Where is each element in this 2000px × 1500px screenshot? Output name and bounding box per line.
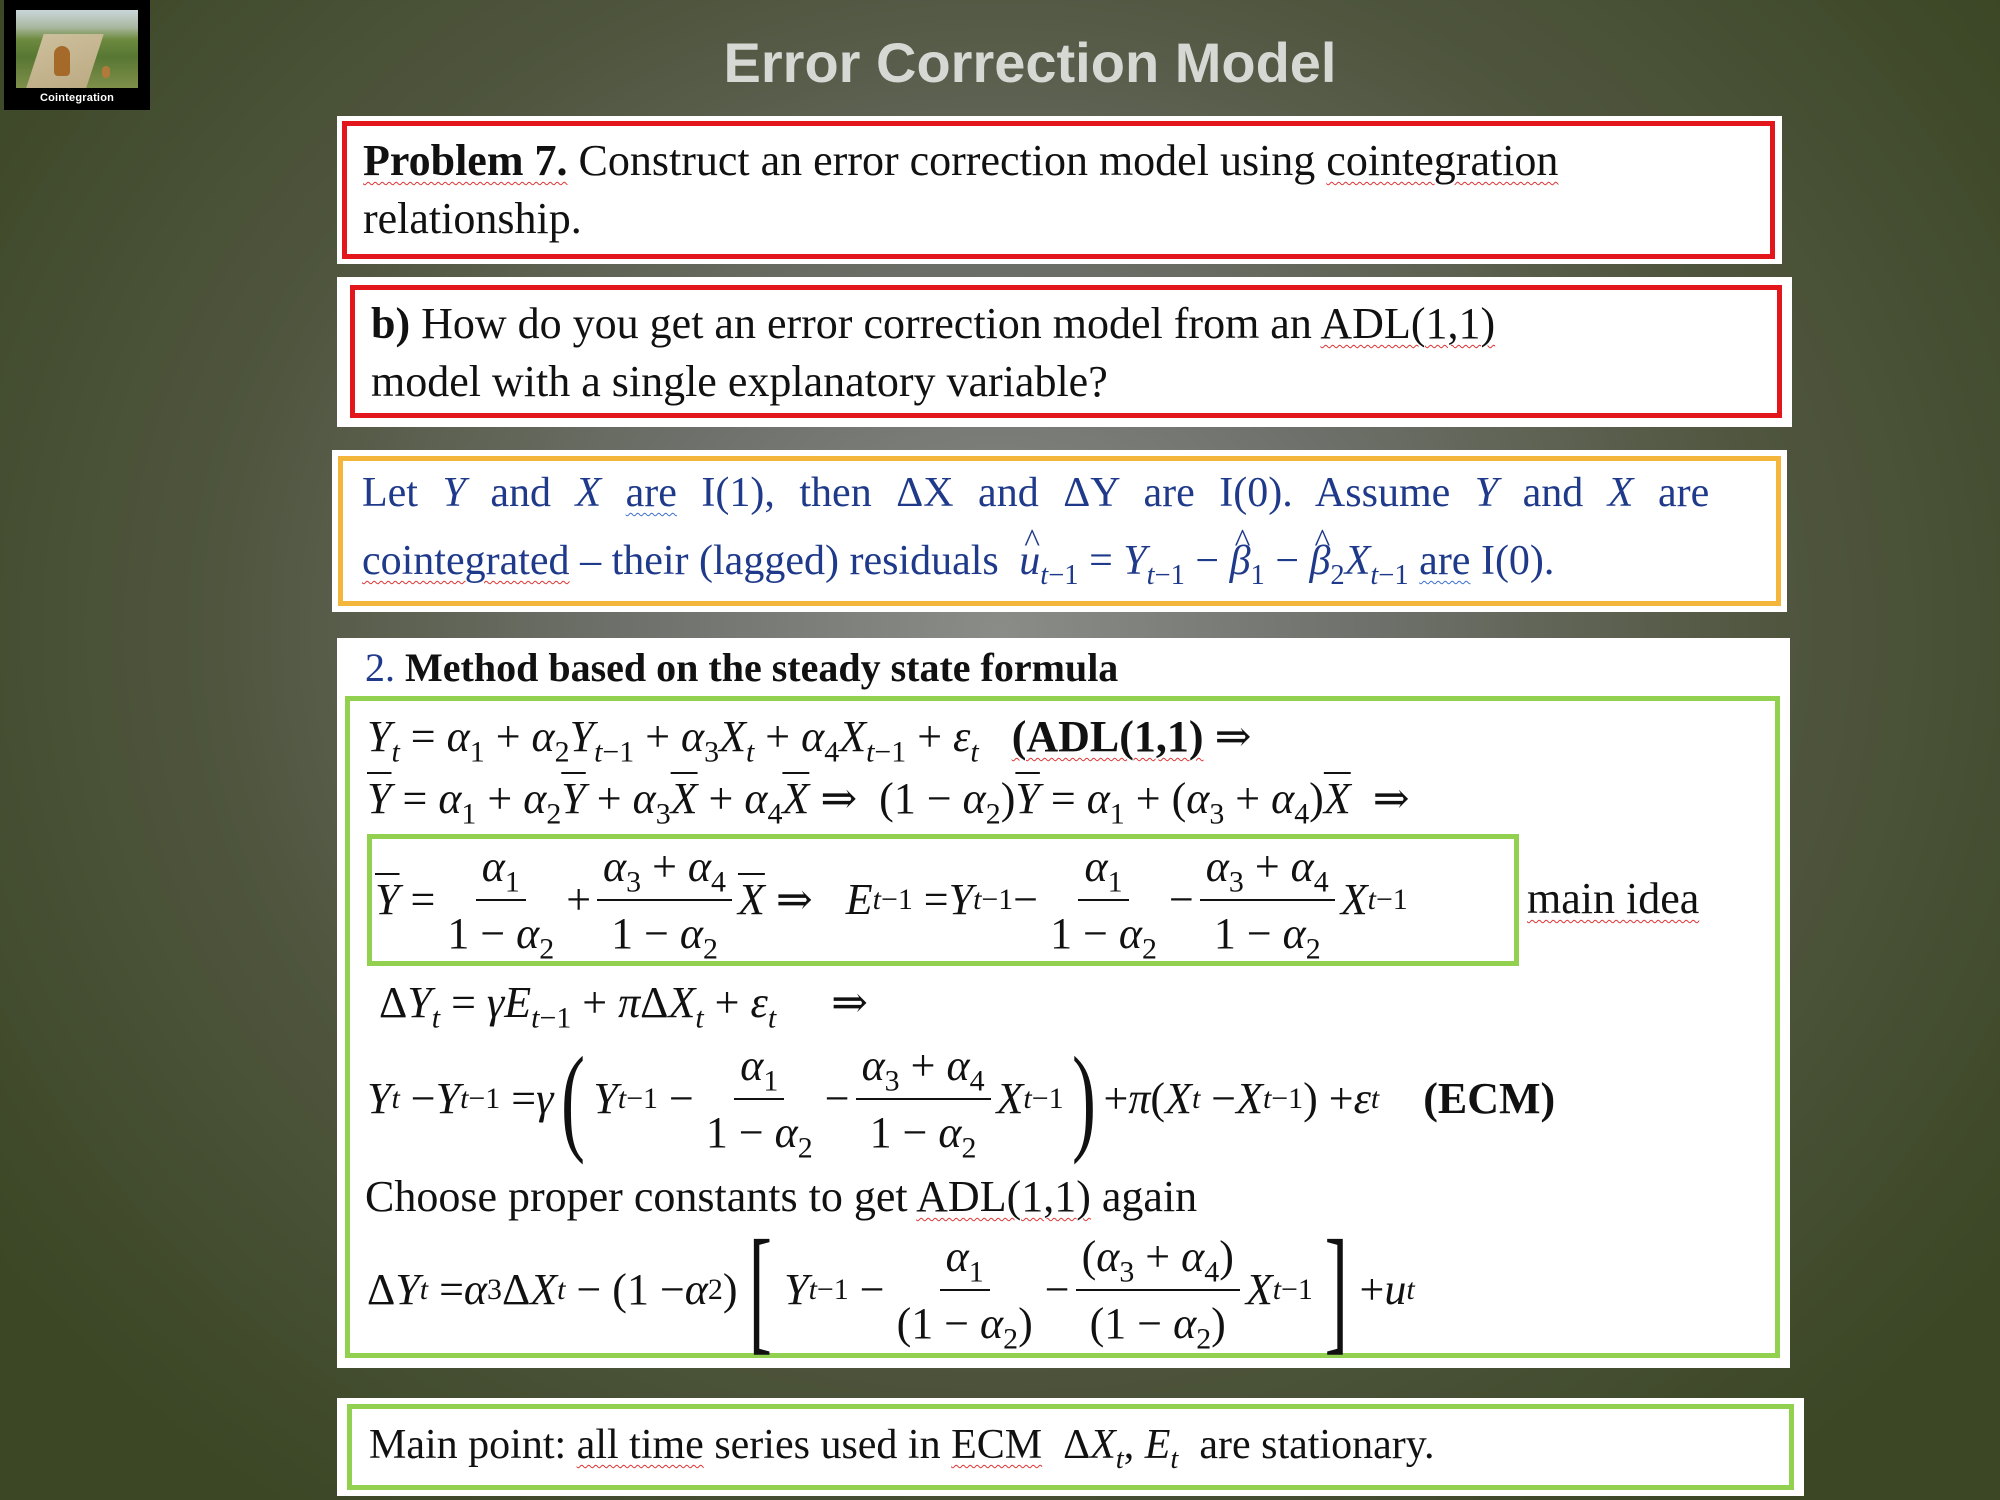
main-point-line xyxy=(369,1418,1435,1473)
method-heading-text: Method based on the steady state formula xyxy=(405,645,1119,690)
problem-word-cointegration: cointegration xyxy=(1326,136,1559,185)
final-adl-equation: Δ Y t = α 3 Δ X t − (1 − α 2 ) [ Y t−1 − $\frac{\alpha_1}{(1 - \alpha_2)}$ − $\frac{(\alpha_3 + \alpha_4)}{(1 - \alpha_2)}$ X t−1 ] + u t xyxy=(367,1212,1415,1367)
question-b-adl: ADL(1,1) xyxy=(1320,299,1496,348)
residual-formula: ^ $u_{t-1} = Y_{t-1}$ − ^ $\beta_1$ − ^ $\beta_2X_{t-1}$ xyxy=(1019,538,1408,584)
steady-state-equation: $\overline{Y} = \alpha_1 + \alpha_2\overline{Y} + \alpha_3\overline{X} + \alpha_4\overline{X}$ ⇒ $(1 - \alpha_2)\overline{Y} = \alpha_1 + (\alpha_3 + \alpha_4)\overline{X}$ ⇒ xyxy=(367,774,1410,831)
ecm-full-equation: Y t − Y t−1 = γ ( Y t−1 − $\frac{\alpha_1}{1 - \alpha_2}$ − $\frac{\alpha_3 + \alpha_4}{1 - \alpha_2}$ X t−1 ) + π ( X t − X t−1 ) + ε t (ECM) xyxy=(367,1032,1556,1165)
question-b-text-1: How do you get an error correction model from an xyxy=(421,299,1312,348)
residuals-text: – their (lagged) residuals xyxy=(580,538,999,584)
slide-title: Error Correction Model xyxy=(723,31,1337,94)
ecm-short-equation: $\Delta Y_t = \gamma E_{t-1} + \pi\Delta X_t + \varepsilon_t$ ⇒ xyxy=(379,978,869,1035)
delta-y: ΔY xyxy=(1063,470,1119,516)
var-y: Y xyxy=(442,470,466,516)
problem-text-2: relationship. xyxy=(363,194,582,243)
word-assume: Assume xyxy=(1314,470,1451,516)
assumption-line-1 xyxy=(362,466,1709,521)
choose-text-b: again xyxy=(1101,1172,1198,1221)
main-idea-label xyxy=(1527,870,1699,927)
word-then: then xyxy=(799,470,872,516)
frac-a34: $\frac{\alpha_3 + \alpha_4}{1 - \alpha_2}$ xyxy=(597,838,732,962)
implies-arrow-1: ⇒ xyxy=(1214,712,1252,761)
word-and-2: and xyxy=(978,470,1039,516)
main-point-text-c: series used in xyxy=(714,1422,941,1468)
word-are-4: are xyxy=(1419,538,1471,584)
integration-order-1: I(1), xyxy=(701,470,775,516)
var-x: X xyxy=(575,470,602,516)
word-let: Let xyxy=(362,470,418,516)
word-and: and xyxy=(490,470,551,516)
main-point-all-time: all time xyxy=(576,1422,704,1468)
adl-equation: $Y_t = \alpha_1 + \alpha_2Y_{t-1} + \alpha_3X_t + \alpha_4X_{t-1} + \varepsilon_t$ (ADL(1,1) ⇒ xyxy=(367,712,1252,769)
assumption-panel xyxy=(332,450,1787,612)
problem-panel xyxy=(337,116,1782,264)
word-cointegrated: cointegrated xyxy=(362,538,570,584)
var-y-2: Y xyxy=(1474,470,1499,516)
main-point-panel xyxy=(337,1398,1804,1496)
choose-adl: ADL(1,1) xyxy=(916,1172,1091,1221)
choose-text-a: Choose proper constants to get xyxy=(365,1172,908,1221)
frac-ecm-a34: $\frac{\alpha_3 + \alpha_4}{1 - \alpha_2}$ xyxy=(856,1037,991,1161)
word-are-2: are xyxy=(1143,470,1195,516)
question-b-line-1 xyxy=(371,295,1495,352)
frac-a1-b: $\frac{\alpha_1}{1 - \alpha_2}$ xyxy=(1044,838,1163,962)
delta-x: ΔX xyxy=(896,470,954,516)
integration-order-0-2: I(0). xyxy=(1480,538,1555,584)
thumbnail-caption: Cointegration xyxy=(39,92,115,104)
ecm-tag: (ECM) xyxy=(1423,1074,1556,1124)
problem-line-2 xyxy=(363,190,582,247)
frac-a34-b: $\frac{\alpha_3 + \alpha_4}{1 - \alpha_2}$ xyxy=(1200,838,1335,962)
adl-tag: (ADL(1,1) xyxy=(1011,712,1204,761)
main-point-series: $\Delta X_t$, $E_t$ xyxy=(1052,1422,1179,1475)
main-point-ecm: ECM xyxy=(951,1422,1043,1468)
main-idea-equation: $\overline{Y}$ = $\frac{\alpha_1}{1 - \alpha_2}$ + $\frac{\alpha_3 + \alpha_4}{1 - \alpha_2}$ $\overline{X}$ ⇒ E t−1 = Y t−1 − $\frac{\alpha_1}{1 - \alpha_2}$ − $\frac{\alpha_3 + \alpha_4}{1 - \alpha_2}$ X t−1 xyxy=(375,838,1408,962)
word-and-3: and xyxy=(1522,470,1584,516)
question-b-label: b) xyxy=(371,299,411,348)
question-b-line-2 xyxy=(371,353,1108,410)
question-b-panel xyxy=(337,277,1792,427)
choose-constants-line xyxy=(365,1168,1197,1225)
problem-line-1 xyxy=(363,132,1558,189)
word-are: are xyxy=(625,470,677,516)
problem-text-1: Construct an error correction model using xyxy=(578,136,1316,185)
main-point-text-d: are stationary. xyxy=(1199,1422,1435,1468)
frac-final-a1: $\frac{\alpha_1}{(1 - \alpha_2)}$ xyxy=(891,1228,1039,1352)
word-are-3: are xyxy=(1657,470,1710,516)
frac-ecm-a1: $\frac{\alpha_1}{1 - \alpha_2}$ xyxy=(700,1037,819,1161)
assumption-line-2 xyxy=(362,534,1554,589)
integration-order-0: I(0). xyxy=(1219,470,1293,516)
method-heading-number: 2. xyxy=(365,645,395,690)
frac-a1: $\frac{\alpha_1}{1 - \alpha_2}$ xyxy=(441,838,560,962)
problem-label: Problem 7. xyxy=(363,136,568,185)
method-panel xyxy=(337,638,1790,1368)
main-point-label: Main point: xyxy=(369,1422,567,1468)
question-b-text-2: model with a single explanatory variable? xyxy=(371,357,1108,406)
main-idea-text: main idea xyxy=(1527,874,1700,923)
var-x-2: X xyxy=(1607,470,1634,516)
method-heading xyxy=(365,642,1118,694)
frac-final-a34: $\frac{(\alpha_3 + \alpha_4)}{(1 - \alpha_2)}$ xyxy=(1076,1228,1240,1352)
